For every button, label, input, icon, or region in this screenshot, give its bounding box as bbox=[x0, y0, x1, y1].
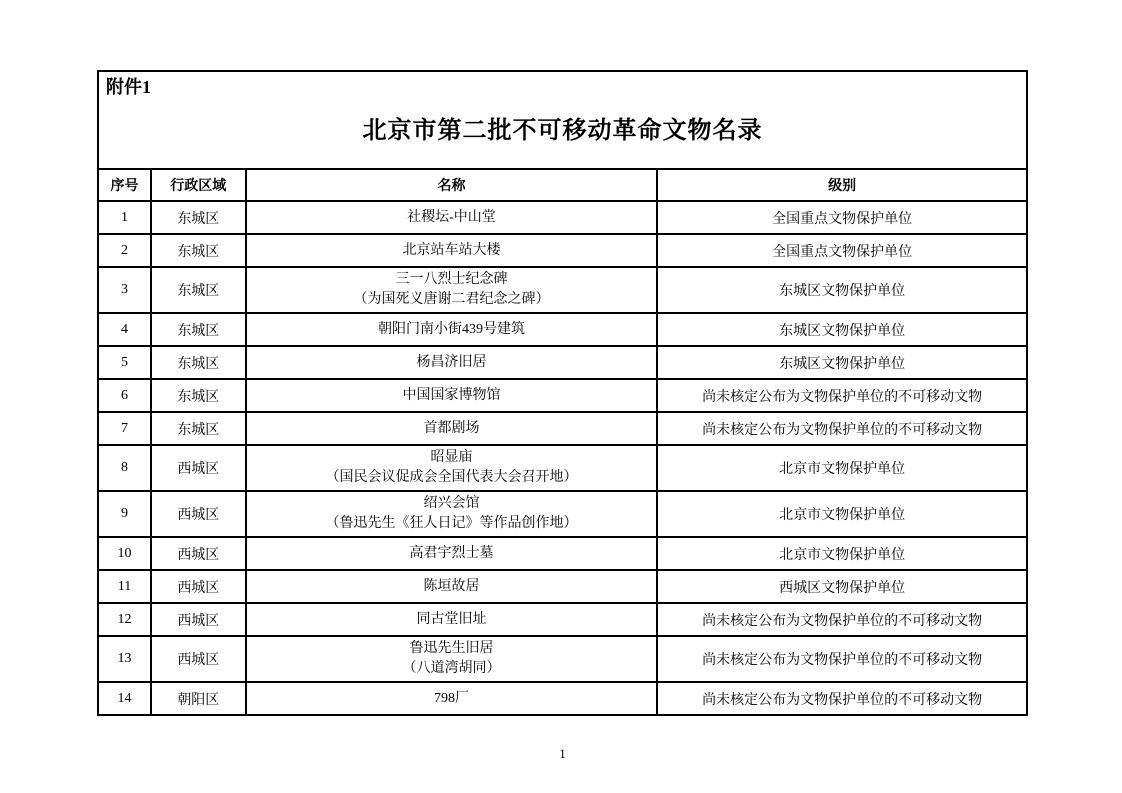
column-header-no: 序号 bbox=[98, 169, 151, 201]
level-cell: 东城区文物保护单位 bbox=[657, 313, 1027, 346]
relic-name: 鲁迅先生旧居 bbox=[409, 641, 494, 656]
row-number-cell: 3 bbox=[98, 267, 151, 313]
level-cell: 全国重点文物保护单位 bbox=[657, 201, 1027, 234]
district-cell: 东城区 bbox=[151, 346, 246, 379]
name-cell bbox=[246, 445, 658, 491]
table-row bbox=[98, 267, 1027, 313]
district-cell: 西城区 bbox=[151, 603, 246, 636]
table-row bbox=[98, 682, 1027, 715]
row-number-cell: 9 bbox=[98, 491, 151, 537]
table-row bbox=[98, 491, 1027, 537]
relic-name: 昭显庙 bbox=[430, 450, 473, 465]
name-cell bbox=[246, 267, 658, 313]
name-cell bbox=[246, 491, 658, 537]
level-cell: 北京市文物保护单位 bbox=[657, 537, 1027, 570]
row-number-cell: 1 bbox=[98, 201, 151, 234]
row-number-cell: 12 bbox=[98, 603, 151, 636]
name-cell bbox=[246, 570, 658, 603]
document-header bbox=[97, 70, 1028, 168]
table-row bbox=[98, 445, 1027, 491]
row-number-cell: 6 bbox=[98, 379, 151, 412]
name-cell bbox=[246, 379, 658, 412]
district-cell: 东城区 bbox=[151, 201, 246, 234]
row-number-cell: 10 bbox=[98, 537, 151, 570]
table-row bbox=[98, 537, 1027, 570]
table-row bbox=[98, 603, 1027, 636]
row-number-cell: 14 bbox=[98, 682, 151, 715]
table-row bbox=[98, 636, 1027, 682]
district-cell: 西城区 bbox=[151, 537, 246, 570]
district-cell: 西城区 bbox=[151, 570, 246, 603]
table-header-row bbox=[98, 169, 1027, 201]
column-header-level: 级别 bbox=[657, 169, 1027, 201]
level-cell: 尚未核定公布为文物保护单位的不可移动文物 bbox=[657, 603, 1027, 636]
name-cell bbox=[246, 682, 658, 715]
level-cell: 尚未核定公布为文物保护单位的不可移动文物 bbox=[657, 636, 1027, 682]
level-cell: 全国重点文物保护单位 bbox=[657, 234, 1027, 267]
relic-name: 同古堂旧址 bbox=[416, 611, 487, 627]
relic-name: 798厂 bbox=[433, 690, 469, 706]
name-cell bbox=[246, 603, 658, 636]
row-number-cell: 11 bbox=[98, 570, 151, 603]
row-number-cell: 8 bbox=[98, 445, 151, 491]
table-row bbox=[98, 313, 1027, 346]
relic-name: 绍兴会馆 bbox=[423, 496, 480, 511]
page-number: 1 bbox=[559, 746, 566, 761]
name-cell bbox=[246, 412, 658, 445]
level-cell: 尚未核定公布为文物保护单位的不可移动文物 bbox=[657, 412, 1027, 445]
name-cell bbox=[246, 313, 658, 346]
district-cell: 西城区 bbox=[151, 636, 246, 682]
name-cell bbox=[246, 234, 658, 267]
table-row bbox=[98, 234, 1027, 267]
level-cell: 北京市文物保护单位 bbox=[657, 491, 1027, 537]
relic-name-note: （国民会议促成会全国代表大会召开地） bbox=[325, 470, 578, 485]
relic-name: 北京站车站大楼 bbox=[402, 242, 501, 258]
relics-table bbox=[97, 168, 1028, 716]
document-box bbox=[97, 70, 1028, 716]
name-cell bbox=[246, 636, 658, 682]
district-cell: 东城区 bbox=[151, 234, 246, 267]
column-header-name: 名称 bbox=[246, 169, 658, 201]
level-cell: 东城区文物保护单位 bbox=[657, 346, 1027, 379]
table-row bbox=[98, 412, 1027, 445]
level-cell: 尚未核定公布为文物保护单位的不可移动文物 bbox=[657, 682, 1027, 715]
row-number-cell: 2 bbox=[98, 234, 151, 267]
relic-name: 社稷坛-中山堂 bbox=[407, 209, 496, 225]
district-cell: 西城区 bbox=[151, 445, 246, 491]
table-row bbox=[98, 346, 1027, 379]
name-cell bbox=[246, 346, 658, 379]
row-number-cell: 5 bbox=[98, 346, 151, 379]
name-cell bbox=[246, 537, 658, 570]
district-cell: 东城区 bbox=[151, 412, 246, 445]
table-row bbox=[98, 570, 1027, 603]
level-cell: 东城区文物保护单位 bbox=[657, 267, 1027, 313]
relic-name: 中国国家博物馆 bbox=[402, 387, 501, 403]
table-row bbox=[98, 379, 1027, 412]
relic-name: 朝阳门南小街439号建筑 bbox=[377, 321, 525, 337]
name-cell bbox=[246, 201, 658, 234]
row-number-cell: 4 bbox=[98, 313, 151, 346]
district-cell: 朝阳区 bbox=[151, 682, 246, 715]
level-cell: 西城区文物保护单位 bbox=[657, 570, 1027, 603]
district-cell: 东城区 bbox=[151, 379, 246, 412]
level-cell: 尚未核定公布为文物保护单位的不可移动文物 bbox=[657, 379, 1027, 412]
column-header-district: 行政区域 bbox=[151, 169, 246, 201]
relic-name-note: （八道湾胡同） bbox=[402, 661, 501, 676]
relic-name-note: （鲁迅先生《狂人日记》等作品创作地） bbox=[325, 516, 578, 531]
row-number-cell: 13 bbox=[98, 636, 151, 682]
district-cell: 东城区 bbox=[151, 267, 246, 313]
document-title: 北京市第二批不可移动革命文物名录 bbox=[362, 118, 763, 144]
relic-name: 首都剧场 bbox=[423, 420, 480, 436]
table-row bbox=[98, 201, 1027, 234]
row-number-cell: 7 bbox=[98, 412, 151, 445]
district-cell: 东城区 bbox=[151, 313, 246, 346]
district-cell: 西城区 bbox=[151, 491, 246, 537]
relic-name: 高君宇烈士墓 bbox=[409, 545, 494, 561]
relic-name-note: （为国死义唐谢二君纪念之碑） bbox=[353, 292, 550, 307]
attachment-label: 附件1 bbox=[106, 77, 151, 97]
relic-name: 杨昌济旧居 bbox=[416, 354, 487, 370]
relic-name: 三一八烈士纪念碑 bbox=[395, 272, 508, 287]
relic-name: 陈垣故居 bbox=[423, 578, 480, 594]
level-cell: 北京市文物保护单位 bbox=[657, 445, 1027, 491]
